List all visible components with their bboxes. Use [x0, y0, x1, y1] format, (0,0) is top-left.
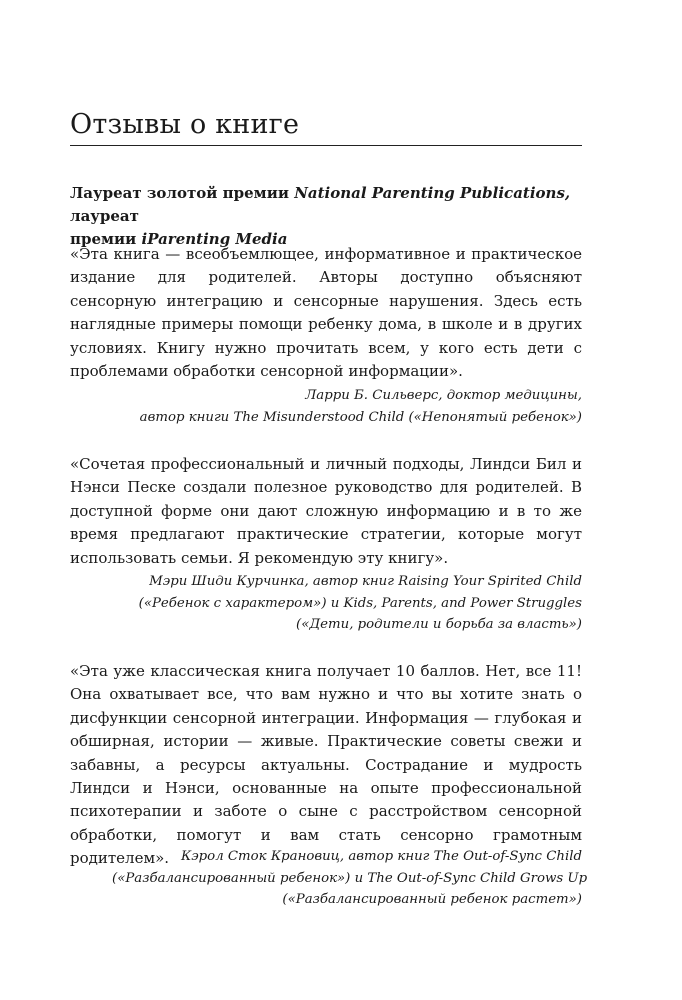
review-quote-2: «Сочетая профессиональный и личный подходы, Линдси Бил и Нэнси Песке создали полезное руководство для родителей. В доступной форме они дают сложную информацию и в то же время предлагают практические стратегии, которые могут использовать семьи. Я рекомендую эту книгу». — [70, 455, 582, 567]
attribution-line: автор книги The Misunderstood Child («Непонятый ребенок») — [139, 409, 582, 425]
award-title-npp: National Parenting Publications, — [294, 184, 571, 202]
award-title-iparenting: iParenting Media — [141, 230, 288, 248]
attribution-line: («Разбалансированный ребенок растет») — [282, 892, 582, 907]
review-quote-3: «Эта уже классическая книга получает 10 баллов. Нет, все 11! Она охватывает все, что вам нужно и что вы хотите знать о дисфункции сенсорной интеграции. Информация — глубокая и обширная, истории — живые. Практические советы свежи и забавны, а ресурсы актуальны. Сострадание и мудрость Линдси и Нэнси, основанные на опыте профессиональной психотерапии и заботе о сыне с расстройством сенсорной обработки, помогут и вам стать сенсорно грамотным родителем». — [70, 662, 582, 868]
award-line1-suffix: лауреат — [70, 207, 139, 225]
attribution-line: Кэрол Сток Крановиц, автор книг The Out-of-Sync Child — [180, 849, 582, 864]
review-attribution-2 — [112, 571, 582, 636]
review-quote-1: «Эта книга — всеобъемлющее, информативное и практическое издание для родителей. Авторы доступно объясняют сенсорную интеграцию и сенсорные нарушения. Здесь есть наглядные примеры помощи ребенку дома, в школе и в других условиях. Книгу нужно прочитать всем, у кого есть дети с проблемами обработки сенсорной информации». — [70, 245, 582, 381]
award-line2-prefix: премии — [70, 230, 142, 248]
review-attribution-3 — [112, 846, 588, 911]
award-line1-prefix: Лауреат золотой премии — [70, 184, 295, 202]
page-title: Отзывы о книге — [70, 108, 582, 146]
attribution-line: Ларри Б. Сильверс, доктор медицины, — [305, 388, 582, 403]
attribution-line: («Дети, родители и борьба за власть») — [296, 617, 582, 632]
attribution-line: Мэри Шиди Курчинка, автор книг Raising Your Spirited Child — [149, 574, 582, 589]
award-statement — [70, 182, 582, 251]
attribution-line: («Ребенок с характером») и Kids, Parents, and Power Struggles — [138, 595, 582, 611]
attribution-line: («Разбалансированный ребенок») и The Out-of-Sync Child Grows Up — [112, 870, 588, 886]
review-attribution-1 — [112, 385, 582, 428]
